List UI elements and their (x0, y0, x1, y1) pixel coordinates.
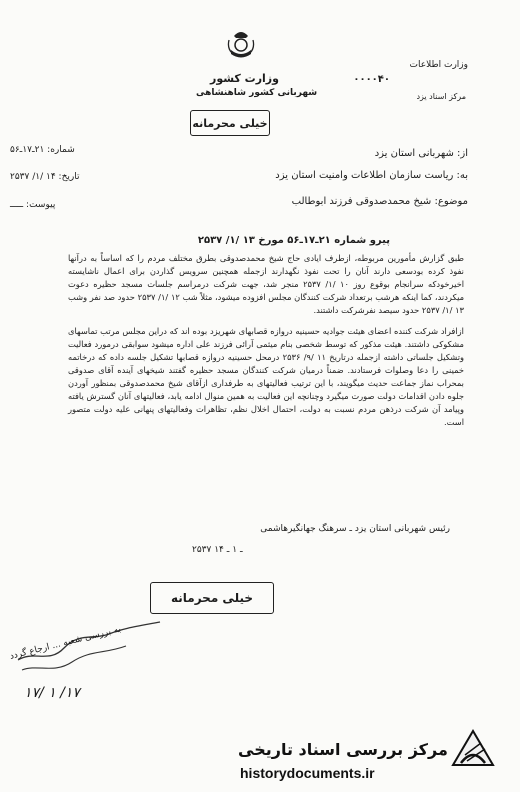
archive-center: مرکز اسناد یزد (416, 92, 466, 101)
margin-note: به بررسی شعبه ... ارجاع گردد (8, 624, 123, 662)
letter-number: شماره: ۲۱ـ۱۷ـ۵۶ (10, 145, 75, 155)
letter-body (68, 252, 464, 437)
handwritten-date: ۱۷/ ۱ /۱۷ (24, 685, 80, 701)
archive-label: وزارت اطلاعات (409, 60, 468, 70)
archive-logo-icon (447, 725, 499, 777)
archive-number: ۰۰۰۰۴۰ (353, 74, 390, 85)
subject-line: موضوع: شیخ محمدصدوقی فرزند ابوطالب (291, 196, 468, 207)
body-paragraph: طبق گزارش مأمورین مربوطه، ازطرف ایادی حاج شیخ محمدصدوقی بطرق مختلف مردم را که اساساً به درآنها نفوذ کرده بودسعی دارند آنان را تحت نفوذ نگهدارند ازجمله همچنین سرویس گذاردن برای اعمال ناشایسته اخیرخودکه سرانجام بوقوع روز ۱۰ /۱/ ۲۵۳۷ منجر شد، جهت شرکت درمراسم جلسات مسجد حظیره دعوت میکردند، کما اینکه هرشب برتعداد شرکت کنندگان مجلس افزوده میشود، مثلاً شب ۱۲ /۱/ ۲۵۳۷ حدود صد نفر وشب ۱۳ /۱/ ۲۵۳۷ حدود سیصد نفرشرکت داشتند. (68, 253, 465, 315)
archive-website: historydocuments.ir (240, 765, 375, 781)
signer-name: رئیس شهربانی استان یزد ـ سرهنگ جهانگیرهاشمی (260, 524, 450, 534)
letter-date: تاریخ: ۱۴ /۱/ ۲۵۳۷ (10, 172, 80, 182)
police-title: شهربانی کشور شاهنشاهی (196, 88, 318, 98)
signature-date: ۲۵۳۷ ـ ۱ ـ ۱۴ (192, 545, 243, 555)
bottom-classification-stamp: خیلی محرمانه (150, 582, 274, 614)
sender-line: از: شهربانی استان یزد (374, 148, 468, 159)
archive-center-title: مرکز بررسی اسناد تاریخی (238, 740, 448, 759)
classification-stamp: خیلی محرمانه (190, 110, 270, 136)
recipient-line: به: ریاست سازمان اطلاعات وامنیت استان یزد (275, 170, 468, 181)
reference-line: پیرو شماره ۲۱ـ۱۷ـ۵۶ مورخ ۱۳ /۱/ ۲۵۳۷ (197, 235, 390, 246)
lion-and-sun-emblem-icon (226, 28, 256, 62)
letter-enclosure: پیوست: ـــــ (10, 200, 56, 210)
ministry-title: وزارت کشور (210, 72, 279, 85)
body-paragraph: ازافراد شرکت کننده اعضای هیئت جوادیه حسینیه دروازه قصابهای شهریزد بوده اند که دراین مجلس مرتب تماسهای مشکوکی داشتند. هیئت مذکور که توسط شخصی بنام میثمی آرائی فرزند علی اداره میشود سوابقی درمورد فعالیت وتشکیل جلساتی داشته ازجمله درتاریخ ۱۱ /۹/ ۲۵۳۶ درمحل حسینیه دروازه قصابها تشکیل جلسه داده که درخاتمه خمینی را دعا وصلوات فرستادند. ضمناً درمیان شرکت کنندگان مسجد حظیره گفتند شیخهای آینده آقای صدوقی بمحراب نماز جماعت حدیث میگویند، با این ترتیب فعالیتهای به طرفداری ازآقای شیخ محمدصدوقی بمنظور آوردن جلوه دادن اقدامات دولت صورت میگیرد وچنانچه این فعالیت به همین منوال ادامه یابد، فعالیتهای آنان گسترش یافته وپیامد آن شرکت درذهن مردم نسبت به دولت، احتمال اخلال نظم، تظاهرات وفعالیتهای پنهانی علیه دولت متصور است. (68, 326, 465, 427)
